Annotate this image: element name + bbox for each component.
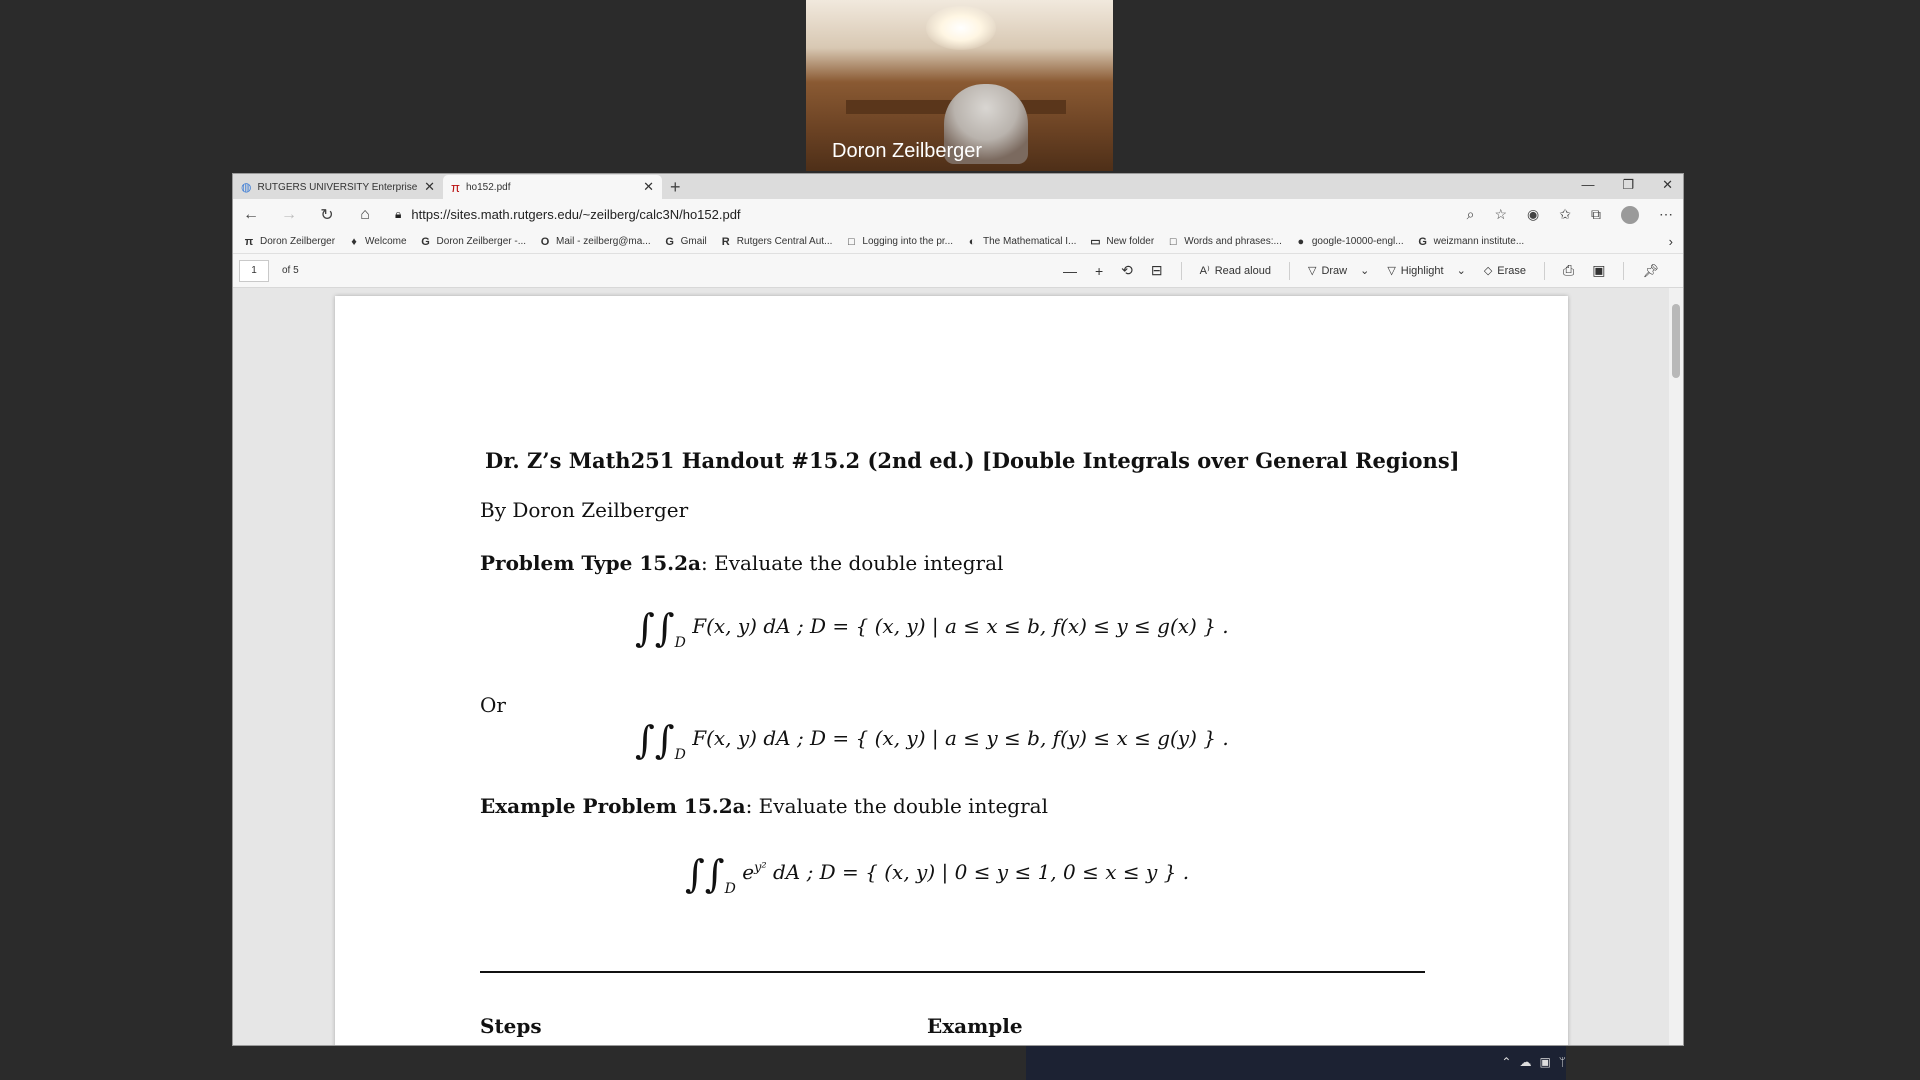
title-text: Dr. Z’s Math251 Handout #15.2 (2nd ed.) [485,448,975,473]
read-aloud-button[interactable] [1200,264,1271,277]
draw-icon: ▽ [1307,265,1317,277]
network-icon[interactable]: ▣ [1539,1055,1551,1069]
bookmark-icon: G [665,235,674,248]
region-subscript: D [674,747,686,763]
highlight-label: Highlight [1400,264,1444,277]
bookmark-item[interactable] [720,236,833,248]
taskbar [232,1046,1686,1080]
refresh-icon[interactable]: ↻ [320,206,334,224]
equation-body: F(x, y) dA ; D = { (x, y) | a ≤ y ≤ b, f(y) ≤ x ≤ g(y) } . [692,726,1229,750]
back-icon[interactable]: ← [243,205,259,223]
tab-pdf[interactable] [443,175,662,199]
window-controls [1581,177,1673,193]
chevron-down-icon[interactable]: ⌄ [1360,265,1370,277]
new-tab-button[interactable]: + [670,177,681,197]
system-tray [1501,1055,1566,1069]
bookmark-label: google-10000-engl... [1311,236,1404,247]
pin-toolbar-icon[interactable]: 📌︎ [1642,262,1659,278]
bookmark-icon: G [421,235,430,248]
bookmark-label: New folder [1106,236,1155,247]
zoom-in-icon[interactable]: + [1094,262,1104,279]
bookmark-label: Gmail [680,236,707,247]
zoom-out-icon[interactable]: — [1062,262,1077,279]
browser-window [232,173,1684,1046]
bookmarks-bar [233,230,1683,254]
pdf-tools [1063,262,1677,280]
example-text: : Evaluate the double integral [745,794,1048,818]
bookmark-item[interactable] [1167,236,1282,248]
globe-icon: ◍ [241,180,252,194]
taskbar-highlight [1026,1046,1566,1080]
bookmark-icon: ● [1297,235,1305,248]
pdf-page [335,296,1568,1045]
bookmark-label: Welcome [365,236,407,247]
close-tab-icon[interactable]: ✕ [643,179,654,194]
rotate-icon[interactable]: ⟲ [1121,262,1133,278]
read-aloud-label: Read aloud [1214,264,1271,277]
collections-icon[interactable]: ⧉ [1591,206,1601,222]
highlight-button[interactable] [1387,264,1466,277]
problem-type-heading [480,551,1003,575]
erase-button[interactable] [1484,264,1526,277]
equation-1 [635,606,1229,651]
bookmark-label: Mail - zeilberg@ma... [556,236,651,247]
chevron-down-icon[interactable]: ⌄ [1456,265,1466,277]
bookmark-icon: ♦ [351,235,357,248]
example-label: Example Problem 15.2a [480,794,746,818]
tab-title: RUTGERS UNIVERSITY Enterprise [257,181,418,193]
page-total: of 5 [282,265,299,276]
or-text: Or [480,693,506,717]
bookmark-icon: G [1418,235,1427,248]
pdf-toolbar [233,254,1683,288]
chevron-up-icon[interactable]: ⌃ [1501,1055,1512,1069]
title-subtitle: [Double Integrals over General Regions] [981,448,1460,473]
bookmark-icon: R [721,235,730,248]
bookmark-label: Rutgers Central Aut... [736,236,833,247]
divider [1623,262,1624,280]
fit-page-icon[interactable]: ⊟ [1150,262,1163,278]
integral-sign: ∫∫ [685,852,725,896]
bookmark-item[interactable] [420,236,526,248]
bookmark-label: Logging into the pr... [862,236,954,247]
pi-icon: π [451,179,460,195]
exponential-base: e [742,860,755,884]
draw-label: Draw [1321,264,1348,277]
restore-icon[interactable]: ❐ [1622,177,1635,192]
region-subscript: D [674,635,686,651]
read-aloud-icon: A⁾ [1199,265,1210,277]
close-tab-icon[interactable]: ✕ [424,179,435,194]
exponent: y² [754,860,767,876]
video-tile[interactable] [806,0,1113,171]
close-window-icon[interactable]: ✕ [1662,177,1673,192]
address-bar [233,199,1683,230]
bookmark-icon: π [244,235,254,248]
bookmark-label: Doron Zeilberger [260,236,336,247]
bookmark-item[interactable] [845,236,953,248]
usb-icon[interactable]: ᛘ [1558,1055,1566,1069]
eraser-icon: ◇ [1483,265,1493,277]
problem-text: : Evaluate the double integral [701,551,1004,575]
bookmark-icon: □ [848,235,855,248]
bookmark-item[interactable] [1089,235,1154,248]
equation-body: F(x, y) dA ; D = { (x, y) | a ≤ x ≤ b, f(x) ≤ y ≤ g(x) } . [692,614,1229,638]
problem-label: Problem Type 15.2a [480,551,701,575]
cloud-icon[interactable]: ☁ [1519,1055,1532,1069]
example-heading [480,794,1048,818]
more-menu-icon[interactable]: ⋯ [1659,206,1673,222]
extension-icon[interactable]: ◉ [1527,206,1540,222]
bookmark-icon: ◐ [968,235,976,248]
forward-icon[interactable]: → [281,205,297,223]
zoom-icon[interactable]: ⌕ [1466,206,1475,222]
bookmark-label: weizmann institute... [1433,236,1525,247]
home-icon[interactable]: ⌂ [360,205,370,223]
bookmark-item[interactable] [664,236,707,248]
vertical-scrollbar[interactable] [1669,288,1683,1045]
integral-sign: ∫∫ [635,606,675,650]
tab-bar [233,174,1683,199]
bookmark-item[interactable] [1295,236,1404,248]
tab-rutgers[interactable] [233,175,443,199]
erase-label: Erase [1497,264,1527,277]
bookmark-icon: □ [1169,235,1177,248]
favorite-star-icon[interactable]: ☆ [1494,206,1508,222]
equation-body: dA ; D = { (x, y) | 0 ≤ y ≤ 1, 0 ≤ x ≤ y } . [772,860,1190,884]
bookmark-label: The Mathematical I... [983,236,1077,247]
equation-3 [685,852,1189,897]
save-icon[interactable]: ▣ [1592,262,1606,278]
profile-avatar[interactable] [1621,206,1639,224]
steps-heading: Steps [480,1014,542,1038]
scrollbar-thumb[interactable] [1672,304,1680,378]
bookmark-item[interactable] [1417,236,1525,248]
tab-title: ho152.pdf [465,181,511,193]
horizontal-rule [480,971,1425,973]
bookmark-item[interactable] [966,236,1076,248]
bookmarks-more-icon[interactable]: › [1668,234,1673,249]
participant-name: Doron Zeilberger [832,140,983,162]
bookmark-item[interactable] [348,236,407,248]
address-actions [1467,206,1673,224]
print-icon[interactable]: ⎙ [1563,262,1575,278]
pdf-viewer[interactable] [233,288,1683,1045]
ceiling-light [926,6,996,50]
divider [1544,262,1545,280]
divider [1181,262,1182,280]
minimize-icon[interactable]: — [1581,177,1595,192]
lock-icon: 🔒︎ [395,207,402,221]
bookmark-icon: O [540,235,550,248]
favorites-icon[interactable]: ✩ [1559,206,1571,222]
equation-2 [635,718,1229,763]
bookmark-label: Words and phrases:... [1184,236,1282,247]
bookmark-icon: ▭ [1090,236,1101,248]
url-text: https://sites.math.rutgers.edu/~zeilberg/calc3N/ho152.pdf [411,207,741,222]
page-number-input[interactable]: 1 [239,260,269,282]
divider [1289,262,1290,280]
draw-button[interactable] [1308,264,1369,277]
bookmark-item[interactable] [243,236,335,248]
author-line: By Doron Zeilberger [480,498,689,522]
region-subscript: D [724,881,736,897]
highlight-icon: ▽ [1387,265,1396,277]
url-field[interactable] [395,207,1445,222]
document-title [485,448,1460,473]
example-column-heading: Example [927,1014,1023,1038]
integral-sign: ∫∫ [635,718,675,762]
bookmark-label: Doron Zeilberger -... [436,236,527,247]
bookmark-item[interactable] [539,236,651,248]
